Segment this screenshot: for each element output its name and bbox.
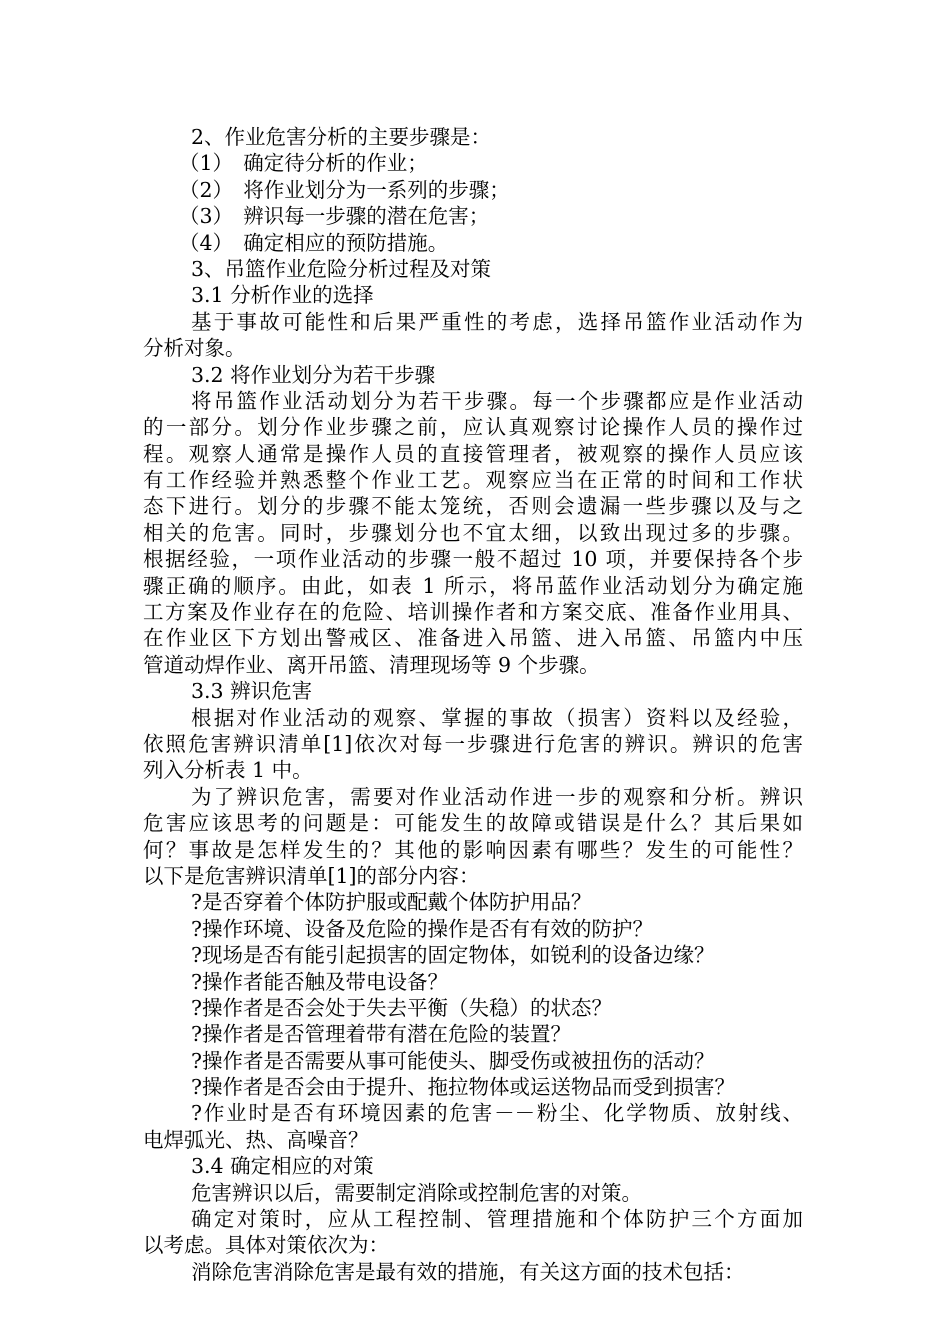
text-line: （1） 确定待分析的作业； <box>179 151 428 176</box>
text-line: 的一部分。划分作业步骤之前，应认真观察讨论操作人员的操作过 <box>143 415 803 440</box>
text-line: 3.3 辨识危害 <box>191 679 313 704</box>
text-line: 3.1 分析作业的选择 <box>191 283 374 308</box>
text-line: ?是否穿着个体防护服或配戴个体防护用品？ <box>191 890 592 915</box>
text-line: 骤正确的顺序。由此，如表 1 所示，将吊蓝作业活动划分为确定施 <box>143 573 803 598</box>
text-line: 程。观察人通常是操作人员的直接管理者，被观察的操作人员应该 <box>143 441 803 466</box>
text-line: （2） 将作业划分为一系列的步骤； <box>179 177 510 202</box>
text-line: ?操作者是否管理着带有潜在危险的装置？ <box>191 1022 571 1047</box>
text-line: 3、吊篮作业危险分析过程及对策 <box>191 256 492 281</box>
text-line: ?操作者是否需要从事可能使头、脚受伤或被扭伤的活动？ <box>191 1048 715 1073</box>
text-line: 工方案及作业存在的危险、培训操作者和方案交底、准备作业用具、 <box>143 600 803 625</box>
text-line: ?作业时是否有环境因素的危害－－粉尘、化学物质、放射线、 <box>191 1101 803 1126</box>
text-line: 确定对策时，应从工程控制、管理措施和个体防护三个方面加 <box>191 1207 803 1232</box>
text-line: 列入分析表 1 中。 <box>143 758 313 783</box>
text-line: 3.2 将作业划分为若干步骤 <box>191 362 436 387</box>
text-line: 相关的危害。同时，步骤划分也不宜太细，以致出现过多的步骤。 <box>143 520 803 545</box>
text-line: 电焊弧光、热、高噪音？ <box>143 1127 369 1152</box>
text-line: 分析对象。 <box>143 336 246 361</box>
text-line: （4） 确定相应的预防措施。 <box>179 230 449 255</box>
text-line: 根据经验，一项作业活动的步骤一般不超过 10 项，并要保持各个步 <box>143 547 803 572</box>
text-line: ?操作者是否会由于提升、拖拉物体或运送物品而受到损害？ <box>191 1075 735 1100</box>
text-line: 危害应该思考的问题是：可能发生的故障或错误是什么？其后果如 <box>143 811 803 836</box>
text-line: 以下是危害辨识清单[1]的部分内容： <box>143 863 480 888</box>
text-line: ?操作环境、设备及危险的操作是否有有效的防护？ <box>191 916 653 941</box>
text-line: 在作业区下方划出警戒区、准备进入吊篮、进入吊篮、吊篮内中压 <box>143 626 803 651</box>
text-line: 3.4 确定相应的对策 <box>191 1154 374 1179</box>
text-line: ?操作者是否会处于失去平衡（失稳）的状态？ <box>191 995 612 1020</box>
text-line: 态下进行。划分的步骤不能太笼统，否则会遗漏一些步骤以及与之 <box>143 494 803 519</box>
text-line: 根据对作业活动的观察、掌握的事故（损害）资料以及经验， <box>191 705 803 730</box>
text-line: 将吊篮作业活动划分为若干步骤。每一个步骤都应是作业活动 <box>191 388 803 413</box>
text-line: 以考虑。具体对策依次为： <box>143 1233 389 1258</box>
text-line: 基于事故可能性和后果严重性的考虑，选择吊篮作业活动作为 <box>191 309 803 334</box>
text-line: 依照危害辨识清单[1]依次对每一步骤进行危害的辨识。辨识的危害 <box>143 731 803 756</box>
text-line: 何？事故是怎样发生的？其他的影响因素有哪些？发生的可能性？ <box>143 837 803 862</box>
text-line: 为了辨识危害，需要对作业活动作进一步的观察和分析。辨识 <box>191 784 803 809</box>
text-line: 危害辨识以后，需要制定消除或控制危害的对策。 <box>191 1180 642 1205</box>
text-line: ?操作者能否触及带电设备？ <box>191 969 448 994</box>
text-line: （3） 辨识每一步骤的潜在危害； <box>179 204 490 229</box>
text-line: 有工作经验并熟悉整个作业工艺。观察应当在正常的时间和工作状 <box>143 468 803 493</box>
document-page <box>143 124 803 1285</box>
text-line: 消除危害消除危害是最有效的措施，有关这方面的技术包括： <box>191 1259 745 1284</box>
text-line: ?现场是否有能引起损害的固定物体，如锐利的设备边缘？ <box>191 943 715 968</box>
text-line: 2、作业危害分析的主要步骤是： <box>191 125 492 149</box>
text-line: 管道动焊作业、离开吊篮、清理现场等 9 个步骤。 <box>143 652 600 677</box>
